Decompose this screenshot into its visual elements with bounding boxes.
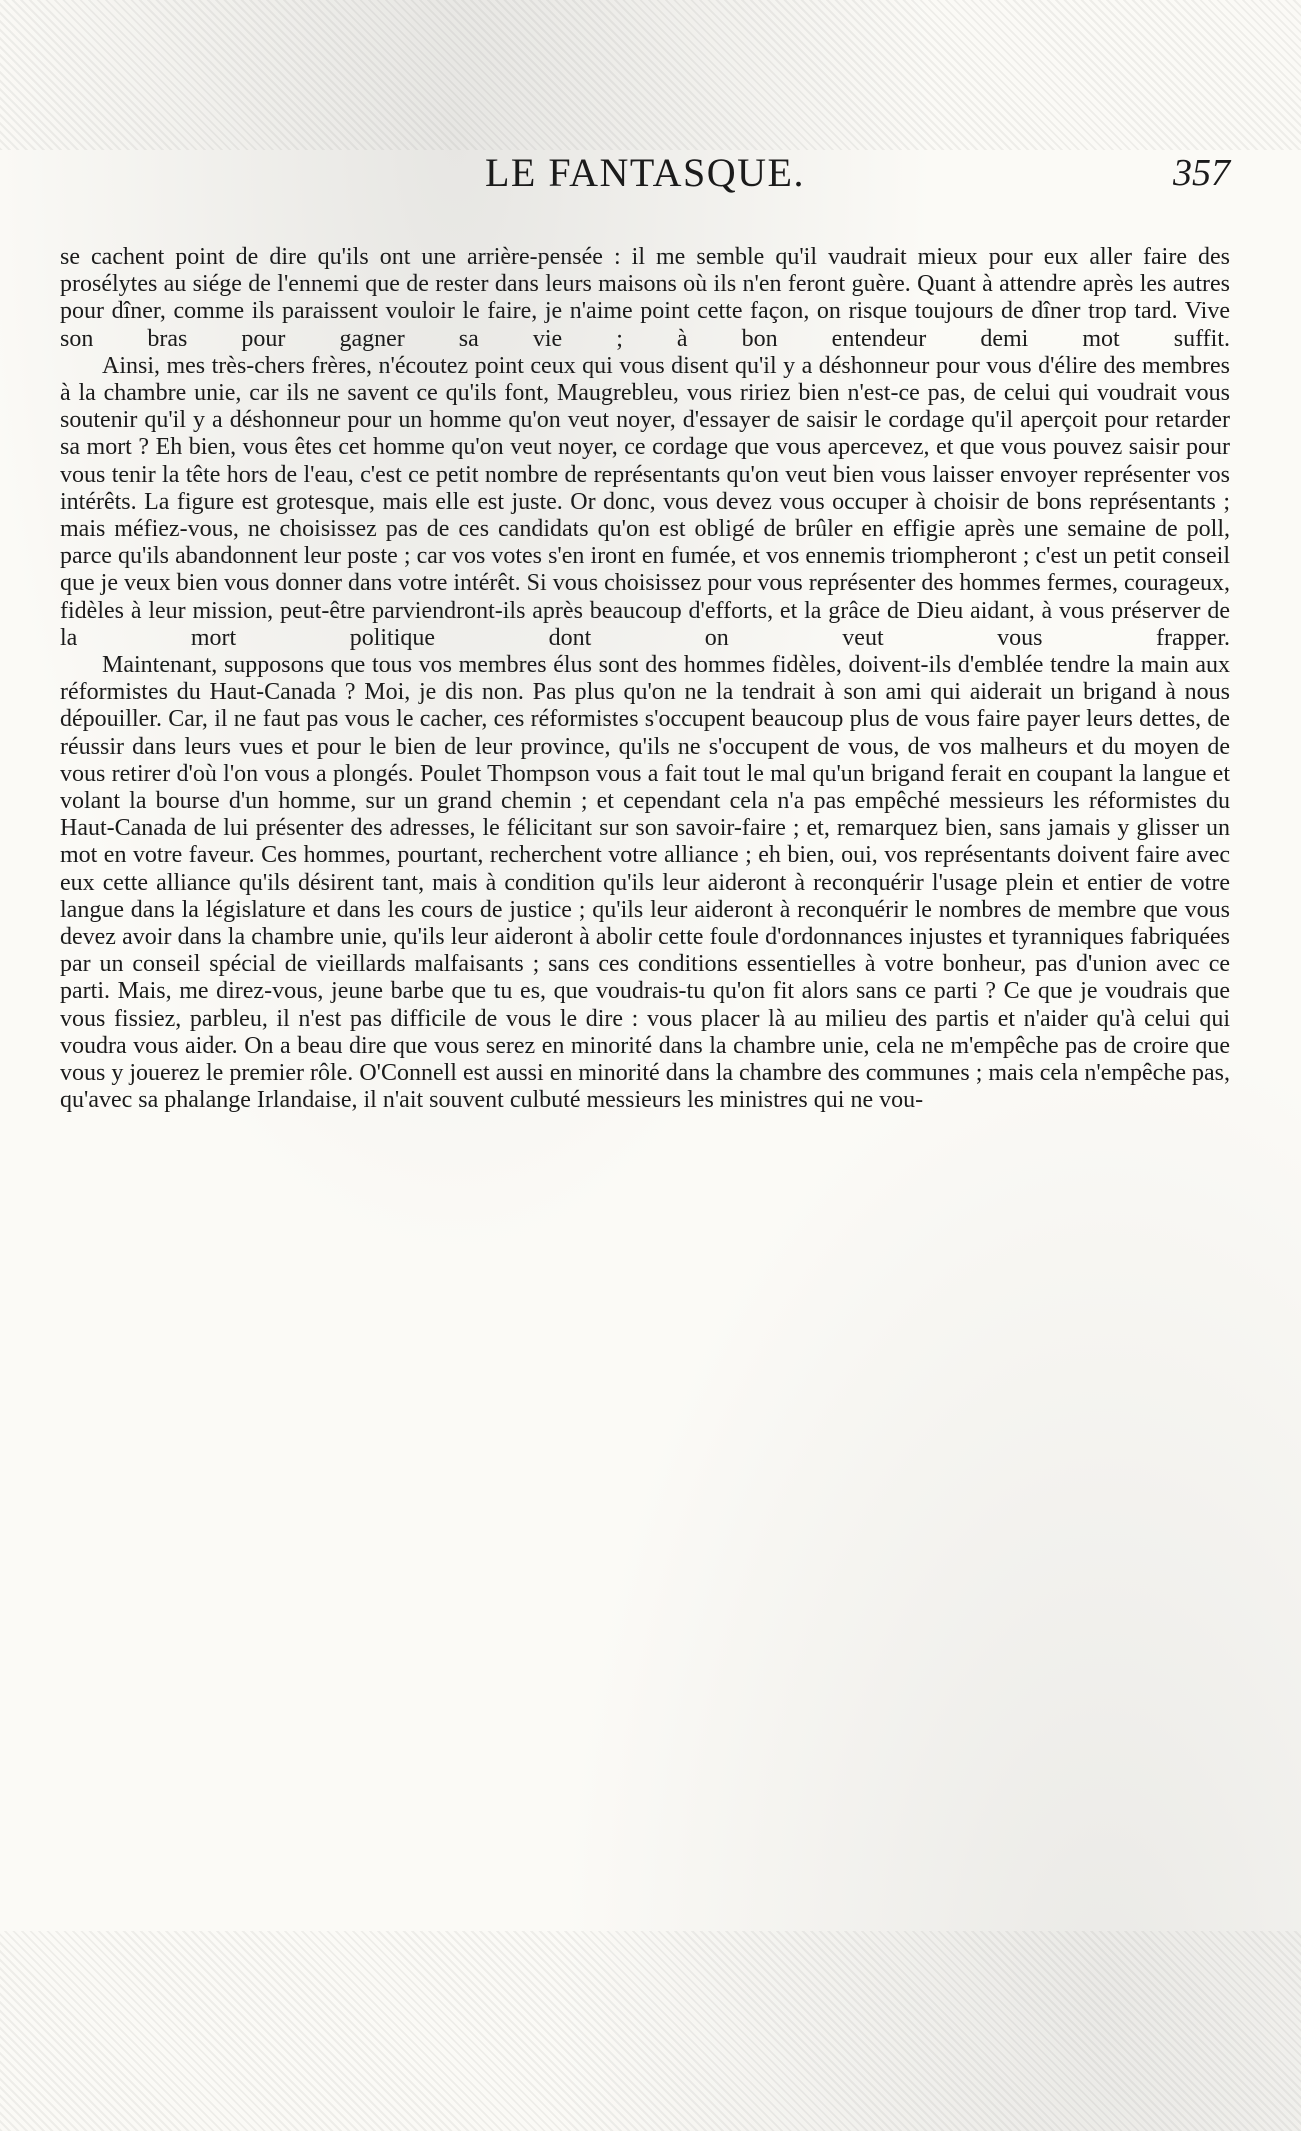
paragraph-continuation: se cachent point de dire qu'ils ont une arrière-pensée : il me semble qu'il vaudrait mieux pour eux aller faire des prosélytes au siége de l'ennemi que de rester dans leurs maisons où ils n'en feront guère. Quant à attendre après les autres pour dîner, comme ils paraissent vouloir le faire, je n'aime point cette façon, on risque toujours de dîner trop tard. Vive son bras pour gagner sa vie ; à bon entendeur demi mot suffit. — [60, 244, 1230, 352]
page-header — [60, 148, 1230, 198]
scan-noise-top — [0, 0, 1301, 150]
page-number: 357 — [1173, 152, 1230, 194]
paragraph-maintenant: Maintenant, supposons que tous vos membres élus sont des hommes fidèles, doivent-ils d'emblée tendre la main aux réformistes du Haut-Canada ? Moi, je dis non. Pas plus qu'on ne la tendrait à son ami qui aiderait un brigand à nous dépouiller. Car, il ne faut pas vous le cacher, ces réformistes s'occupent beaucoup plus de vous faire payer leurs dettes, de réussir dans leurs vues et pour le bien de leur province, qu'ils ne s'occupent de vous, de vos malheurs et du moyen de vous retirer d'où l'on vous a plongés. Poulet Thompson vous a fait tout le mal qu'un brigand ferait en coupant la langue et volant la bourse d'un homme, sur un grand chemin ; et cependant cela n'a pas empêché messieurs les réformistes du Haut-Canada de lui présenter des adresses, le félicitant sur son savoir-faire ; et, remarquez bien, sans jamais y glisser un mot en votre faveur. Ces hommes, pourtant, recherchent votre alliance ; eh bien, oui, vos représentants doivent faire avec eux cette alliance qu'ils désirent tant, mais à condition qu'ils leur aideront à reconquérir l'usage plein et entier de votre langue dans la législature et dans les cours de justice ; qu'ils leur aideront à reconquérir le nombres de membre que vous devez avoir dans la chambre unie, qu'ils leur aideront à abolir cette foule d'ordonnances injustes et tyranniques fabriquées par un conseil spécial de vieillards malfaisants ; sans ces conditions essentielles à votre bonheur, pas d'union avec ce parti. Mais, me direz-vous, jeune barbe que tu es, que voudrais-tu qu'on fit alors sans ce parti ? Ce que je voudrais que vous fissiez, parbleu, il n'est pas difficile de vous le dire : vous placer là au milieu des partis et n'aider qu'à celui qui voudra vous aider. On a beau dire que vous serez en minorité dans la chambre unie, cela ne m'empêche pas de croire que vous y jouerez le premier rôle. O'Connell est aussi en minorité dans la chambre des communes ; mais cela n'empêche pas, qu'avec sa phalange Irlandaise, il n'ait souvent culbuté messieurs les ministres qui ne vou- — [60, 652, 1230, 1114]
paragraph-ainsi: Ainsi, mes très-chers frères, n'écoutez point ceux qui vous disent qu'il y a déshonneur pour vous d'élire des membres à la chambre unie, car ils ne savent ce qu'ils font, Maugrebleu, vous ririez bien n'est-ce pas, de celui qui voudrait vous soutenir qu'il y a déshonneur pour un homme qu'on veut noyer, d'essayer de saisir le cordage qu'il aperçoit pour retarder sa mort ? Eh bien, vous êtes cet homme qu'on veut noyer, ce cordage que vous apercevez, et que vous pouvez saisir pour vous tenir la tête hors de l'eau, c'est ce petit nombre de représentants qu'on veut bien vous laisser envoyer représenter vos intérêts. La figure est grotesque, mais elle est juste. Or donc, vous devez vous occuper à choisir de bons représentants ; mais méfiez-vous, ne choisissez pas de ces candidats qu'on est obligé de brûler en effigie après une semaine de poll, parce qu'ils abandonnent leur poste ; car vos votes s'en iront en fumée, et vos ennemis triompheront ; c'est un petit conseil que je veux bien vous donner dans votre intérêt. Si vous choisissez pour vous représenter des hommes fermes, courageux, fidèles à leur mission, peut-être parviendront-ils après beaucoup d'efforts, et la grâce de Dieu aidant, à vous préserver de la mort politique dont on veut vous frapper. — [60, 352, 1230, 651]
scan-noise-bottom — [0, 1931, 1301, 2131]
body-text — [60, 244, 1230, 1115]
running-title: LE FANTASQUE. — [485, 150, 805, 195]
